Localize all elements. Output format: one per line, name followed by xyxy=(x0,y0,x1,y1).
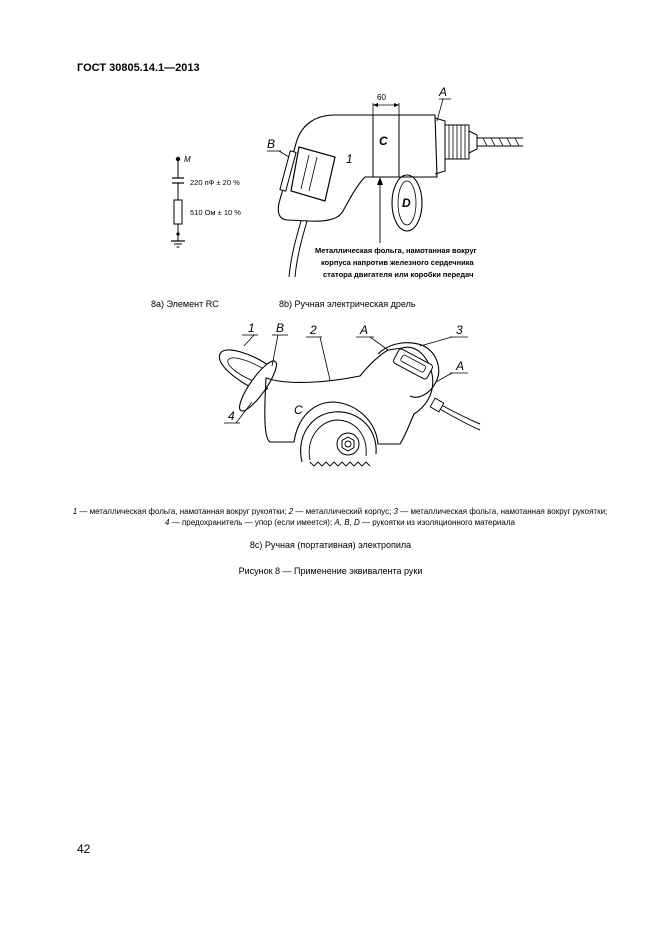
saw-arbor xyxy=(337,433,359,455)
page-number: 42 xyxy=(77,842,91,856)
drill-note-line2: корпуса напротив железного сердечника xyxy=(321,258,474,267)
saw-label-3: 3 xyxy=(456,323,463,337)
drill-label-1: 1 xyxy=(346,152,353,166)
drill-label-b: B xyxy=(267,137,276,151)
figure-8a-caption: 8a) Элемент RC xyxy=(151,299,219,309)
saw-label-1: 1 xyxy=(248,321,255,335)
saw-label-4: 4 xyxy=(228,409,235,423)
saw-label-a-top: A xyxy=(360,323,369,337)
saw-label-c: C xyxy=(294,403,303,417)
saw-illustration xyxy=(210,316,500,488)
figure-8b-caption: 8b) Ручная электрическая дрель xyxy=(279,299,416,309)
resistor-label: 510 Ом ± 10 % xyxy=(190,208,241,217)
figure-legend: 1 — металлическая фольга, намотанная вокруг рукоятки; 2 — металлический корпус; 3 — металлическая фольга, намотанная вокруг рукоятки; 4 — предохранитель — упор (если имеется); A, B, D — рукоятки из изоляционного материала xyxy=(72,507,608,527)
standard-header: ГОСТ 30805.14.1—2013 xyxy=(77,62,200,74)
saw-label-b: B xyxy=(276,321,285,335)
drill-label-a: A xyxy=(439,85,448,99)
saw-label-a-right: A xyxy=(456,359,465,373)
drill-note-line1: Металлическая фольга, намотанная вокруг xyxy=(315,246,477,255)
rc-circuit-diagram xyxy=(160,150,270,265)
drill-illustration xyxy=(255,85,530,285)
node-m-label: M xyxy=(184,155,191,164)
figure-caption: Рисунок 8 — Применение эквивалента руки xyxy=(238,566,423,576)
figure-8c-caption: 8c) Ручная (портативная) электропила xyxy=(249,540,412,550)
drill-label-c: C xyxy=(379,134,388,148)
capacitor-label: 220 пФ ± 20 % xyxy=(190,178,240,187)
legend-num-1: 1 xyxy=(72,507,78,516)
saw-blade-teeth xyxy=(310,462,370,466)
drill-dimension: 60 xyxy=(377,93,386,102)
saw-blade-guard xyxy=(301,412,377,462)
drill-note-line3: статора двигателя или коробки передач xyxy=(323,270,474,279)
resistor-symbol xyxy=(174,200,182,224)
drill-body xyxy=(278,115,437,221)
drill-label-d: D xyxy=(402,196,411,210)
saw-label-2: 2 xyxy=(310,323,317,337)
